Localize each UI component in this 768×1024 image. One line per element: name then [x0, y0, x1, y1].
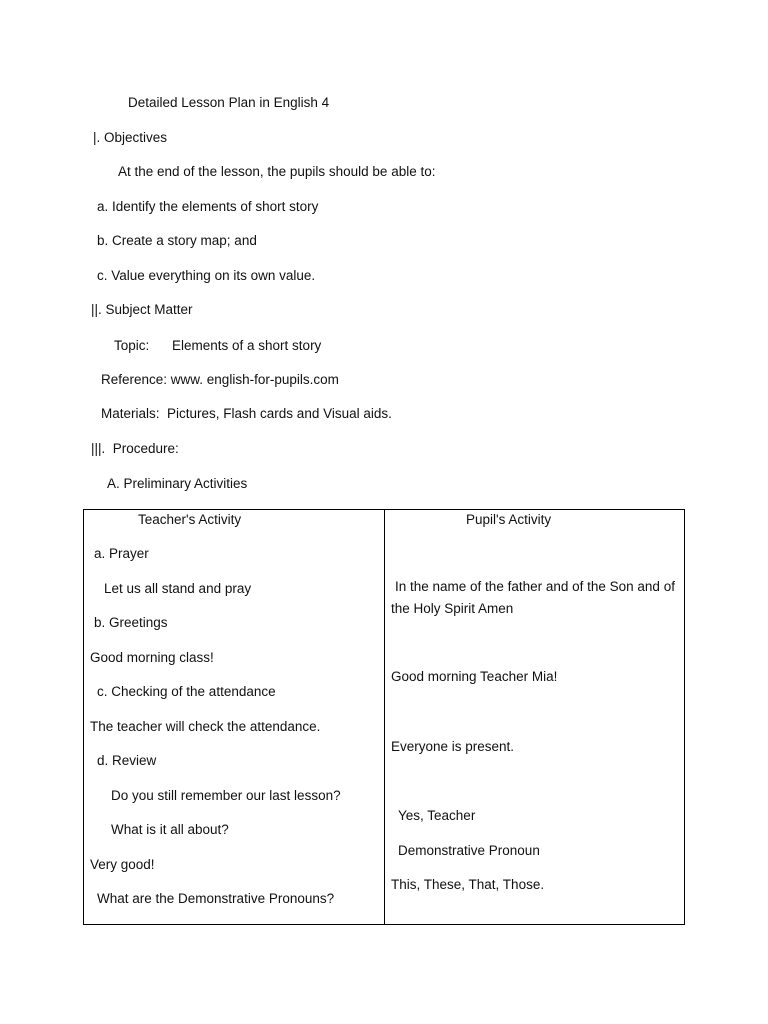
pupil-activity-column	[385, 510, 685, 925]
pupil-line: Demonstrative Pronoun	[398, 843, 540, 858]
activities-table	[83, 509, 685, 925]
pupil-line: In the name of the father and of the Son and of the Holy Spirit Amen	[391, 579, 675, 616]
teacher-line: What are the Demonstrative Pronouns?	[97, 891, 335, 906]
teacher-activity-column	[84, 510, 385, 925]
teacher-activity-header: Teacher's Activity	[138, 512, 242, 527]
objective-item: b. Create a story map; and	[97, 233, 257, 248]
teacher-line: d. Review	[97, 753, 157, 768]
pupil-line: Everyone is present.	[391, 739, 515, 754]
procedure-heading: |||. Procedure:	[91, 441, 179, 456]
objective-item: a. Identify the elements of short story	[97, 199, 319, 214]
objectives-intro: At the end of the lesson, the pupils should be able to:	[118, 164, 436, 179]
pupil-line: Good morning Teacher Mia!	[391, 669, 558, 684]
topic-label: Topic:	[114, 338, 150, 353]
objectives-heading: |. Objectives	[93, 130, 168, 145]
pupil-line: This, These, That, Those.	[391, 877, 545, 892]
teacher-line: Let us all stand and pray	[104, 581, 252, 596]
teacher-line: The teacher will check the attendance.	[90, 719, 321, 734]
teacher-line: Good morning class!	[90, 650, 214, 665]
subject-matter-heading: ||. Subject Matter	[91, 302, 193, 317]
document-title: Detailed Lesson Plan in English 4	[128, 95, 330, 110]
materials-line: Materials: Pictures, Flash cards and Visual aids.	[101, 406, 392, 421]
teacher-line: b. Greetings	[94, 615, 168, 630]
teacher-line: What is it all about?	[111, 822, 229, 837]
teacher-line: Very good!	[90, 857, 155, 872]
pupil-activity-header: Pupil's Activity	[466, 512, 552, 527]
teacher-line: a. Prayer	[94, 546, 149, 561]
topic-value: Elements of a short story	[172, 338, 322, 353]
teacher-line: c. Checking of the attendance	[97, 684, 276, 699]
objective-item: c. Value everything on its own value.	[97, 268, 316, 283]
preliminary-activities-heading: A. Preliminary Activities	[107, 476, 248, 491]
teacher-line: Do you still remember our last lesson?	[111, 788, 341, 803]
pupil-line: Yes, Teacher	[398, 808, 476, 823]
reference-line: Reference: www. english-for-pupils.com	[101, 372, 339, 387]
